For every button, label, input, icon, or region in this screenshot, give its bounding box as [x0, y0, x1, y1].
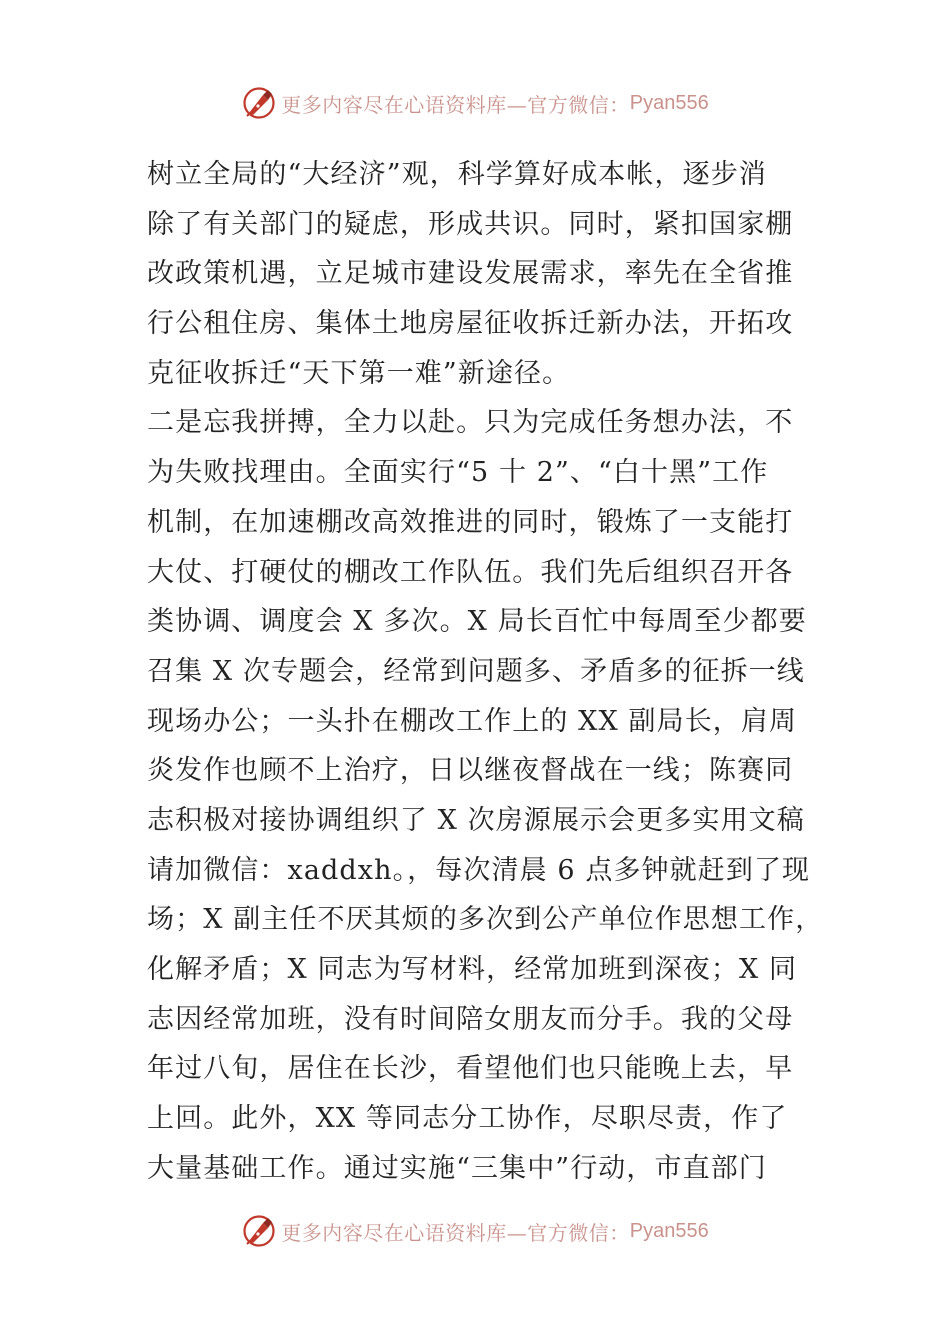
body-line: 除了有关部门的疑虑，形成共识。同时，紧扣国家棚	[147, 208, 794, 240]
body-line: 大量基础工作。通过实施“三集中”行动，市直部门	[147, 1152, 767, 1184]
body-line: 年过八旬，居住在长沙，看望他们也只能晚上去，早	[147, 1053, 794, 1085]
header-wechat-id: Pyan556	[629, 91, 709, 114]
body-line: 树立全局的“大经济”观，科学算好成本帐，逐步消	[147, 159, 767, 190]
body-line: 机制，在加速棚改高效推进的同时，锻炼了一支能打	[147, 506, 794, 538]
header-banner	[0, 83, 950, 123]
pen-nib-logo-icon	[241, 85, 277, 121]
body-line: 大仗、打硬仗的棚改工作队伍。我们先后组织召开各	[147, 556, 794, 588]
body-line: 二是忘我拼搏，全力以赴。只为完成任务想办法，不	[147, 407, 794, 439]
body-line: 化解矛盾；X 同志为写材料，经常加班到深夜；X 同	[147, 954, 798, 985]
footer-site-text: 更多内容尽在心语资料库—官方微信：	[281, 1220, 630, 1245]
body-line: 行公租住房、集体土地房屋征收拆迁新办法，开拓攻	[147, 308, 794, 340]
footer-wechat-id: Pyan556	[629, 1219, 709, 1242]
body-line: 请加微信：xaddxh。，每次清晨 6 点多钟就赶到了现	[147, 854, 811, 886]
body-line: 场；X 副主任不厌其烦的多次到公产单位作思想工作，	[147, 904, 824, 936]
body-line: 克征收拆迁“天下第一难”新途径。	[147, 357, 571, 389]
body-line: 志因经常加班，没有时间陪女朋友而分手。我的父母	[147, 1003, 794, 1035]
body-line: 志积极对接协调组织了 X 次房源展示会更多实用文稿	[147, 804, 805, 836]
body-line: 炎发作也顾不上治疗，日以继夜督战在一线；陈赛同	[147, 755, 794, 787]
document-body	[147, 150, 827, 1193]
body-line: 召集 X 次专题会，经常到问题多、矛盾多的征拆一线	[147, 655, 805, 687]
header-site-text: 更多内容尽在心语资料库—官方微信：	[281, 92, 630, 117]
body-line: 为失败找理由。全面实行“5 十 2”、“白十黑”工作	[147, 457, 769, 489]
body-line: 类协调、调度会 X 多次。X 局长百忙中每周至少都要	[147, 606, 807, 638]
body-line: 上回。此外，XX 等同志分工协作，尽职尽责，作了	[147, 1103, 788, 1135]
footer-banner	[0, 1211, 950, 1251]
pen-nib-logo-icon	[241, 1213, 277, 1249]
body-line: 现场办公；一头扑在棚改工作上的 XX 副局长，肩周	[147, 705, 798, 737]
body-line: 改政策机遇，立足城市建设发展需求，率先在全省推	[147, 258, 794, 290]
